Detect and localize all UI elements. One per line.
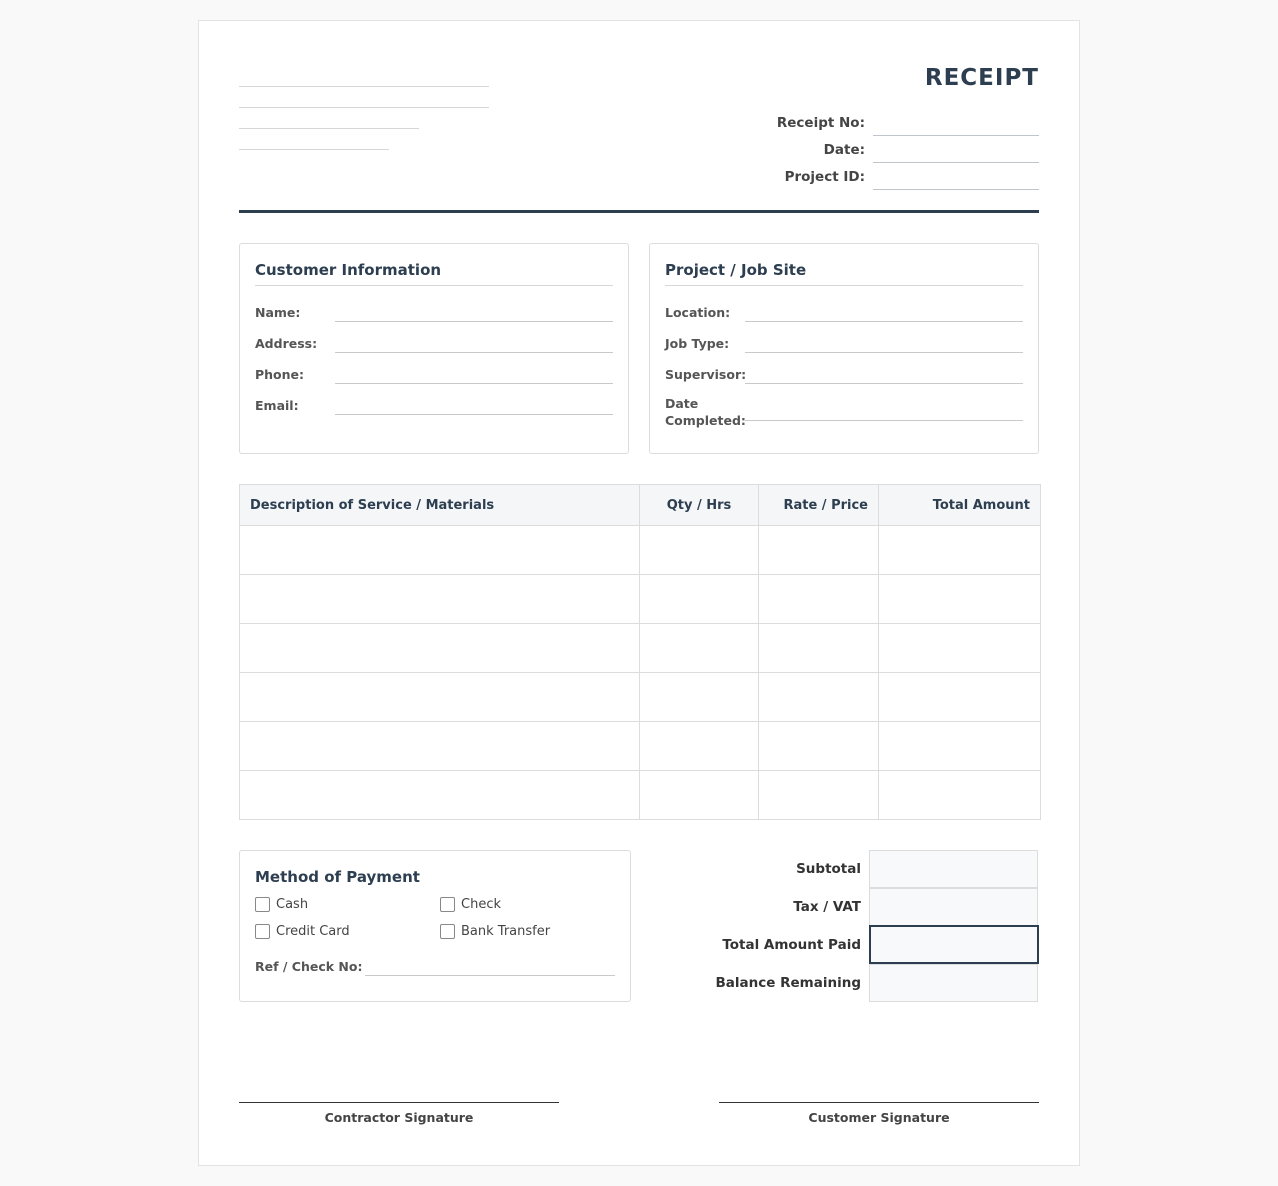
bank-transfer-label: Bank Transfer	[461, 924, 551, 939]
payment-method-box	[239, 850, 631, 1002]
project-site-title: Project / Job Site	[665, 261, 807, 279]
total-amount-paid-label: Total Amount Paid	[722, 937, 861, 953]
page-title: RECEIPT	[924, 65, 1039, 91]
table-row	[240, 771, 1041, 820]
cell-description[interactable]	[240, 722, 640, 771]
column-header-qty: Qty / Hrs	[640, 485, 759, 526]
cell-rate[interactable]	[759, 575, 879, 624]
receipt-page	[198, 20, 1080, 1166]
check-checkbox[interactable]	[440, 897, 455, 912]
column-header-description: Description of Service / Materials	[240, 485, 640, 526]
cell-qty[interactable]	[640, 624, 759, 673]
date-completed-label: Date Completed:	[665, 396, 746, 428]
cell-total[interactable]	[879, 673, 1041, 722]
cash-checkbox[interactable]	[255, 897, 270, 912]
ref-check-no-label: Ref / Check No:	[255, 959, 363, 974]
project-id-field[interactable]	[873, 189, 1039, 190]
tax-vat-field[interactable]	[869, 888, 1038, 926]
supervisor-label: Supervisor:	[665, 367, 747, 382]
cell-rate[interactable]	[759, 526, 879, 575]
cell-qty[interactable]	[640, 771, 759, 820]
table-row	[240, 673, 1041, 722]
cell-total[interactable]	[879, 526, 1041, 575]
contractor-signature-line[interactable]	[239, 1102, 559, 1103]
table-row	[240, 575, 1041, 624]
job-type-label: Job Type:	[665, 336, 730, 351]
subtotal-field[interactable]	[869, 850, 1038, 888]
date-label: Date:	[823, 142, 865, 158]
balance-remaining-label: Balance Remaining	[715, 975, 861, 991]
total-amount-paid-field[interactable]	[869, 925, 1039, 964]
job-type-field[interactable]	[745, 352, 1023, 353]
column-header-rate: Rate / Price	[759, 485, 879, 526]
cell-description[interactable]	[240, 575, 640, 624]
company-phone-line[interactable]	[239, 149, 389, 150]
customer-info-divider	[255, 285, 613, 286]
project-site-box	[649, 243, 1039, 454]
customer-address-label: Address:	[255, 336, 318, 351]
table-row	[240, 722, 1041, 771]
cell-qty[interactable]	[640, 722, 759, 771]
customer-name-label: Name:	[255, 305, 301, 320]
cell-description[interactable]	[240, 673, 640, 722]
company-city-line[interactable]	[239, 128, 419, 129]
customer-email-field[interactable]	[335, 414, 613, 415]
table-row	[240, 526, 1041, 575]
cell-qty[interactable]	[640, 575, 759, 624]
cell-total[interactable]	[879, 722, 1041, 771]
cell-description[interactable]	[240, 526, 640, 575]
customer-signature-label: Customer Signature	[808, 1110, 950, 1125]
customer-address-field[interactable]	[335, 352, 613, 353]
receipt-no-field[interactable]	[873, 135, 1039, 136]
cash-label: Cash	[276, 897, 309, 912]
customer-info-box	[239, 243, 629, 454]
credit-card-label: Credit Card	[276, 924, 350, 939]
cell-description[interactable]	[240, 624, 640, 673]
cell-rate[interactable]	[759, 624, 879, 673]
subtotal-label: Subtotal	[796, 861, 861, 877]
check-label: Check	[461, 897, 501, 912]
receipt-no-label: Receipt No:	[776, 115, 865, 131]
customer-signature-line[interactable]	[719, 1102, 1039, 1103]
credit-card-checkbox[interactable]	[255, 924, 270, 939]
table-row	[240, 624, 1041, 673]
column-header-total: Total Amount	[879, 485, 1041, 526]
cell-rate[interactable]	[759, 771, 879, 820]
balance-remaining-field[interactable]	[869, 964, 1038, 1002]
company-address-line[interactable]	[239, 107, 489, 108]
contractor-signature-label: Contractor Signature	[324, 1110, 474, 1125]
supervisor-field[interactable]	[745, 383, 1023, 384]
cell-rate[interactable]	[759, 722, 879, 771]
customer-name-field[interactable]	[335, 321, 613, 322]
cell-qty[interactable]	[640, 526, 759, 575]
cell-total[interactable]	[879, 624, 1041, 673]
tax-vat-label: Tax / VAT	[793, 899, 861, 915]
customer-phone-field[interactable]	[335, 383, 613, 384]
cell-total[interactable]	[879, 575, 1041, 624]
cell-rate[interactable]	[759, 673, 879, 722]
project-id-label: Project ID:	[784, 169, 865, 185]
payment-method-title: Method of Payment	[255, 868, 420, 886]
location-field[interactable]	[745, 321, 1023, 322]
company-name-line[interactable]	[239, 86, 489, 87]
customer-info-title: Customer Information	[255, 261, 442, 279]
date-field[interactable]	[873, 162, 1039, 163]
location-label: Location:	[665, 305, 731, 320]
table-header-row	[240, 485, 1041, 526]
ref-check-no-field[interactable]	[365, 975, 615, 976]
customer-email-label: Email:	[255, 398, 299, 413]
cell-qty[interactable]	[640, 673, 759, 722]
items-table	[239, 484, 1041, 820]
cell-description[interactable]	[240, 771, 640, 820]
customer-phone-label: Phone:	[255, 367, 305, 382]
project-site-divider	[665, 285, 1023, 286]
date-completed-field[interactable]	[745, 420, 1023, 421]
header-divider	[239, 210, 1039, 213]
bank-transfer-checkbox[interactable]	[440, 924, 455, 939]
cell-total[interactable]	[879, 771, 1041, 820]
